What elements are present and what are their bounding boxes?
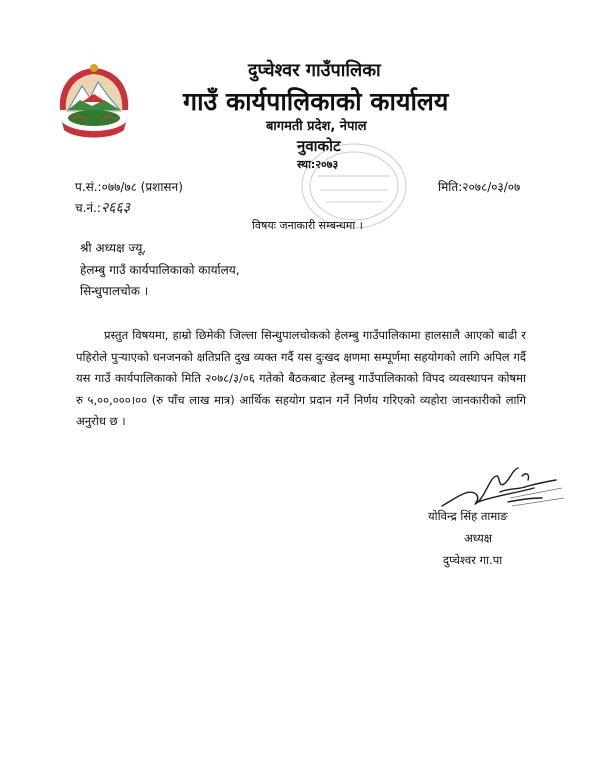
signatory-title: अध्यक्ष	[464, 531, 493, 545]
signatory-name: योविन्द्र सिंह तामाङ	[428, 509, 508, 523]
dispatch-value: २६६३	[100, 200, 131, 216]
subject-line: विषयः जनाकारी सम्बन्धमा ।	[252, 219, 363, 232]
reference-number: प.सं.:०७७/७८ (प्रशासन)	[75, 180, 183, 194]
dispatch-number	[75, 198, 130, 217]
main-title: गाउँ कार्यपालिकाको कार्यालय	[183, 87, 449, 116]
letter-body: प्रस्तुत विषयमा, हाम्रो छिमेकी जिल्ला सिन्धुपालचोकको हेलम्बु गाउँपालिकामा हालसालै आएको बाढी र पहिरोले पुर्‍याएको धनजनको क्षतिप्रति दुख व्यक्त गर्दै यस दुःखद क्षणमा सम्पूर्णमा सहयोगको लागि अपिल गर्दै यस गाउँ कार्यपालिकाको मिति २०७८/३/०६ गतेको बैठकबाट हेलम्बु गाउँपालिकाको विपद व्यवस्थापन कोषमा रु ५,००,०००।०० (रु पाँच लाख मात्र) आर्थिक सहयोग प्रदान गर्ने निर्णय गरिएको व्यहोरा जानकारीको लागि अनुरोध छ ।	[76, 328, 526, 428]
signatory-office: दुप्चेश्वर गा.पा	[443, 553, 503, 567]
recipient-line-2: हेलम्बु गाउँ कार्यपालिकाको कार्यालय,	[80, 263, 240, 277]
established-year: स्था:२०७३	[297, 158, 339, 171]
signature-icon	[438, 458, 568, 538]
nepal-emblem-icon	[52, 60, 136, 144]
province-line: बागमती प्रदेश, नेपाल	[266, 119, 367, 134]
letter-date: मिति:२०७८/०३/०७	[438, 180, 521, 194]
office-name: दुप्चेश्वर गाउँपालिका	[248, 60, 381, 81]
dispatch-label: च.नं.:	[75, 201, 101, 215]
district-name: नुवाकोट	[297, 137, 341, 155]
recipient-line-1: श्री अध्यक्ष ज्यू,	[80, 241, 147, 255]
recipient-line-3: सिन्धुपालचोक ।	[80, 284, 149, 298]
